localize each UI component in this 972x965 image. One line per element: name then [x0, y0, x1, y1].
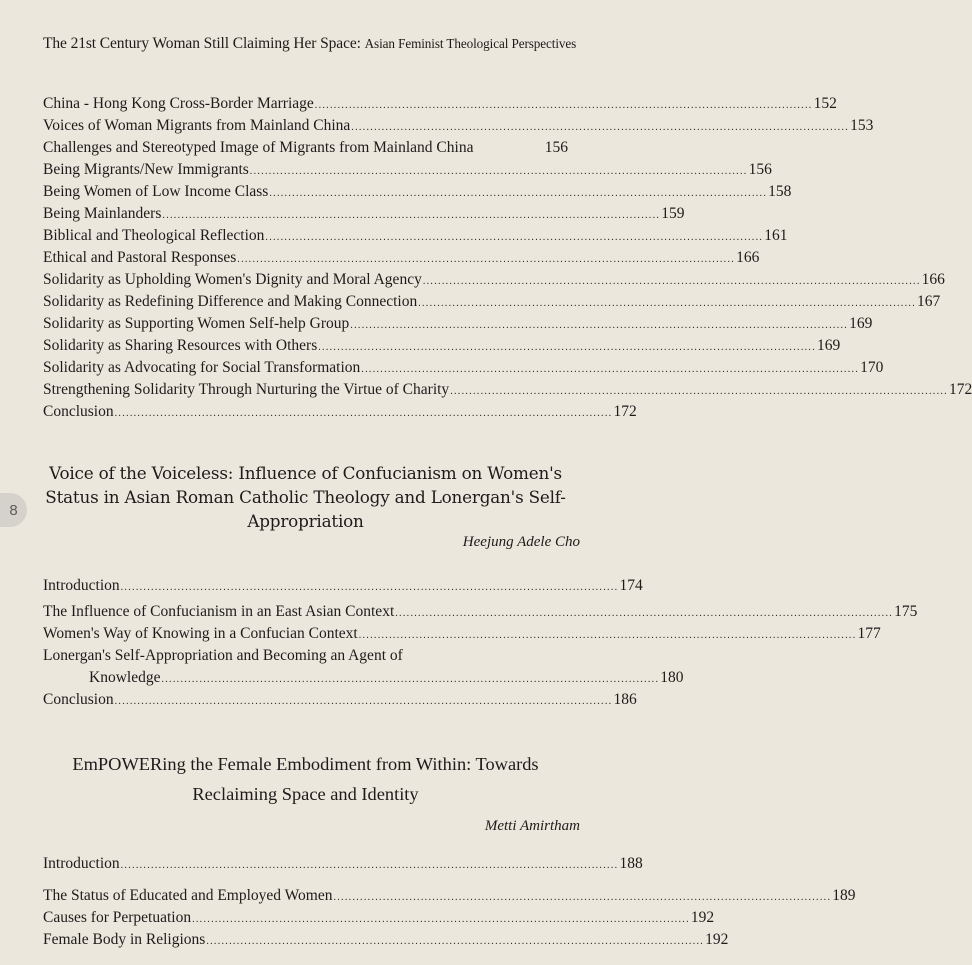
toc-entry[interactable]: Conclusion ................................................................................................................................... 172 [43, 403, 637, 420]
page-number: 8 [0, 493, 27, 527]
toc-list-section3 [43, 853, 856, 951]
toc-entry[interactable]: Being Women of Low Income Class ................................................................................................................................... 158 [43, 183, 792, 200]
toc-entry[interactable]: Conclusion ................................................................................................................................... 186 [43, 691, 637, 708]
toc-entry[interactable]: Solidarity as Supporting Women Self-help Group ................................................................................................................................... 169 [43, 315, 873, 332]
toc-entry[interactable]: Women's Way of Knowing in a Confucian Context ................................................................................................................................... 177 [43, 625, 881, 642]
toc-entry[interactable]: Solidarity as Redefining Difference and Making Connection ................................................................................................................................... 167 [43, 293, 941, 310]
chapter-author: Heejung Adele Cho [462, 534, 580, 550]
toc-list-part1 [43, 93, 972, 423]
toc-entry[interactable]: China - Hong Kong Cross-Border Marriage ................................................................................................................................... 152 [43, 95, 837, 112]
toc-entry[interactable]: Solidarity as Sharing Resources with Others ................................................................................................................................... 169 [43, 337, 841, 354]
toc-entry[interactable]: Biblical and Theological Reflection ................................................................................................................................... 161 [43, 227, 788, 244]
chapter-title: EmPOWERing the Female Embodiment from Within: Towards Reclaiming Space and Identity [72, 754, 539, 804]
toc-entry-line1[interactable]: Lonergan's Self-Appropriation and Becoming an Agent of [43, 647, 403, 664]
toc-entry[interactable]: Challenges and Stereotyped Image of Migrants from Mainland China 156 [43, 139, 568, 156]
toc-entry[interactable]: Female Body in Religions ................................................................................................................................... 192 [43, 931, 729, 948]
toc-entry-line2[interactable]: Knowledge ................................................................................................................................... 180 [89, 669, 684, 686]
toc-entry[interactable]: Introduction ................................................................................................................................... 188 [43, 855, 643, 872]
running-head-title: The 21st Century Woman Still Claiming Her Space: [43, 35, 361, 52]
toc-entry[interactable]: Being Mainlanders ................................................................................................................................... 159 [43, 205, 685, 222]
toc-entry[interactable]: Solidarity as Upholding Women's Dignity and Moral Agency ................................................................................................................................... 166 [43, 271, 945, 288]
toc-entry[interactable]: Being Migrants/New Immigrants ................................................................................................................................... 156 [43, 161, 772, 178]
toc-entry[interactable]: Causes for Perpetuation ................................................................................................................................... 192 [43, 909, 715, 926]
toc-entry[interactable]: Strengthening Solidarity Through Nurturing the Virtue of Charity ................................................................................................................................... 172 [43, 381, 972, 398]
toc-entry[interactable]: Voices of Woman Migrants from Mainland China ................................................................................................................................... 153 [43, 117, 874, 134]
toc-entry[interactable]: Introduction ................................................................................................................................... 174 [43, 577, 643, 594]
running-head-subtitle: Asian Feminist Theological Perspectives [364, 36, 577, 51]
toc-entry[interactable]: Solidarity as Advocating for Social Transformation ................................................................................................................................... 170 [43, 359, 884, 376]
toc-entry[interactable]: Ethical and Pastoral Responses ................................................................................................................................... 166 [43, 249, 760, 266]
toc-entry[interactable]: The Status of Educated and Employed Women ................................................................................................................................... 189 [43, 887, 856, 904]
toc-list-section2 [43, 575, 918, 711]
chapter-author: Metti Amirtham [484, 818, 580, 834]
chapter-title: Voice of the Voiceless: Influence of Confucianism on Women's Status in Asian Roman Catholic Theology and Lonergan's Self- Appropriation [45, 463, 566, 531]
toc-entry[interactable]: The Influence of Confucianism in an East Asian Context ................................................................................................................................... 175 [43, 603, 918, 620]
running-head [43, 35, 583, 53]
